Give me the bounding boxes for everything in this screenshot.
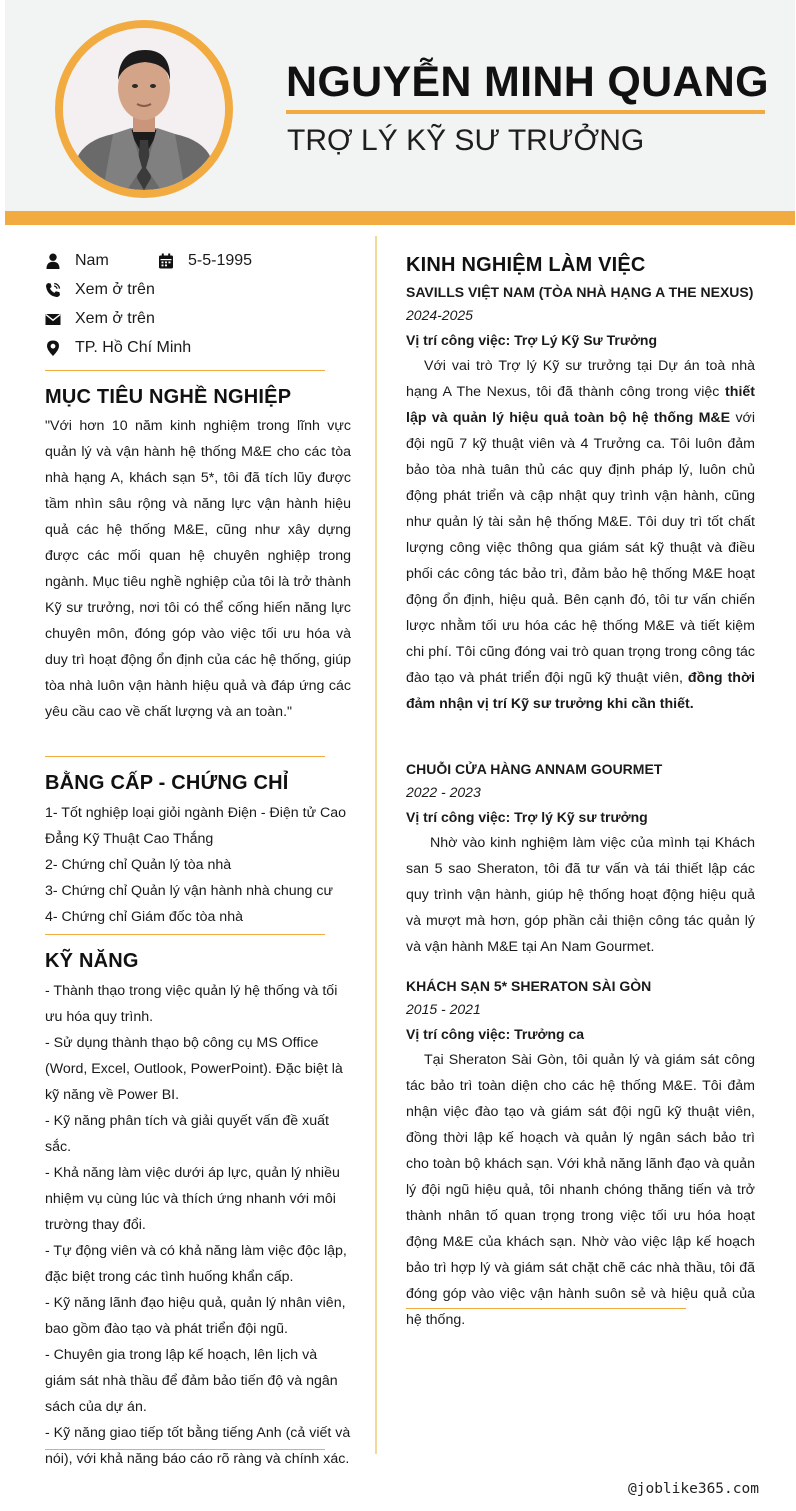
phone-text: Xem ở trên: [75, 281, 155, 298]
job-description: [406, 353, 755, 717]
job-company: KHÁCH SẠN 5* SHERATON SÀI GÒN: [406, 978, 652, 994]
candidate-role: TRỢ LÝ KỸ SƯ TRƯỞNG: [287, 124, 645, 157]
job-position: Vị trí công việc: Trưởng ca: [406, 1026, 585, 1042]
gender-text: Nam: [75, 252, 109, 269]
phone-row: [45, 281, 155, 299]
job-description: Nhờ vào kinh nghiệm làm việc của mình tại Khách san 5 sao Sheraton, tôi đã tư vấn và tái thiết lập các quy trình vận hành, giúp hệ thống hoạt động hiệu quả và mượt mà hơn, góp phần cải thiện công tác quản lý và vận hành M&E tại An Nam Gourmet.: [406, 835, 755, 955]
skills-list: [45, 978, 351, 1472]
job-company: CHUỖI CỬA HÀNG ANNAM GOURMET: [406, 761, 663, 777]
list-item: - Chuyên gia trong lập kế hoạch, lên lịch và giám sát nhà thầu để đảm bảo tiến độ và ngân sách của dự án.: [45, 1347, 338, 1415]
certificates-list: [45, 800, 351, 930]
list-item: 3- Chứng chỉ Quản lý vận hành nhà chung cư: [45, 883, 333, 899]
name-underline: [286, 110, 765, 114]
header-accent-bar: [5, 211, 795, 225]
mail-icon: [45, 311, 61, 327]
calendar-icon: [158, 253, 174, 269]
divider: [406, 1308, 686, 1309]
job-description: Tại Sheraton Sài Gòn, tôi quản lý và giám sát công tác bảo trì toàn diện cho các hệ thống M&E. Tôi đảm nhận việc đào tạo và giám sát đội ngũ kỹ thuật viên, đồng thời lập kế hoạch và quản lý ngân sách bảo trì cho toàn bộ khách sạn. Với khả năng lãnh đạo và quản lý đội ngũ hiệu quả, tôi nhanh chóng thăng tiến và trở thành nhân tố quan trọng trong việc tối ưu hóa hoạt động M&E của khách sạn. Nhờ vào việc lập kế hoạch bảo trì hợp lý và giám sát chặt chẽ các nhà thầu, tôi đã đóng góp vào việc vận hành suôn sẻ và hiệu quả của hệ thống.: [406, 1052, 755, 1328]
job-position: Vị trí công việc: Trợ lý Kỹ sư trưởng: [406, 809, 648, 825]
experience-title: KINH NGHIỆM LÀM VIỆC: [406, 254, 646, 276]
user-icon: [45, 253, 61, 269]
job-period: 2022 - 2023: [406, 784, 481, 800]
certificates-title: BẰNG CẤP - CHỨNG CHỈ: [45, 772, 289, 794]
job-description-highlight: thiết lập và quản lý hiệu quả toàn bộ hệ thống M&E: [406, 384, 755, 426]
skills-title: KỸ NĂNG: [45, 950, 139, 972]
list-item: - Thành thạo trong việc quản lý hệ thống và tối ưu hóa quy trình.: [45, 983, 338, 1025]
divider: [45, 370, 325, 371]
divider: [45, 756, 325, 757]
job-company: SAVILLS VIỆT NAM (TÒA NHÀ HẠNG A THE NEXUS): [406, 284, 754, 300]
gender-row: [45, 252, 109, 270]
list-item: - Khả năng làm việc dưới áp lực, quản lý nhiều nhiệm vụ cùng lúc và thích ứng nhanh với môi trường thay đổi.: [45, 1165, 340, 1233]
footer-watermark: @joblike365.com: [628, 1481, 759, 1497]
list-item: - Sử dụng thành thạo bộ công cụ MS Office (Word, Excel, Outlook, PowerPoint). Đặc biệt là kỹ năng về Power BI.: [45, 1035, 343, 1103]
location-pin-icon: [45, 340, 61, 356]
list-item: 2- Chứng chỉ Quản lý tòa nhà: [45, 857, 232, 873]
divider: [45, 1449, 325, 1450]
objective-title: MỤC TIÊU NGHỀ NGHIỆP: [45, 386, 292, 408]
list-item: 1- Tốt nghiệp loại giỏi ngành Điện - Điện tử Cao Đẳng Kỹ Thuật Cao Thắng: [45, 805, 347, 847]
job-description-text: Với vai trò Trợ lý Kỹ sư trưởng tại Dự án toà nhà hạng A The Nexus, tôi đã thành công trong việc: [406, 358, 755, 400]
list-item: 4- Chứng chỉ Giám đốc tòa nhà: [45, 909, 243, 925]
birthdate-row: [158, 252, 252, 270]
list-item: - Tự động viên và có khả năng làm việc độc lập, đặc biệt trong các tình huống khẩn cấp.: [45, 1243, 347, 1285]
job-period: 2024-2025: [406, 307, 473, 323]
job-description-highlight: đồng thời đảm nhận vị trí Kỹ sư trưởng khi cần thiết.: [406, 670, 755, 712]
phone-icon: [45, 282, 61, 298]
objective-text: "Với hơn 10 năm kinh nghiệm trong lĩnh vực quản lý và vận hành hệ thống M&E cho các tòa nhà hạng A, khách sạn 5*, tôi đã tích lũy được tầm nhìn sâu rộng và năng lực vận hành hiệu quả các hệ thống M&E, cũng như xây dựng được các mối quan hệ chuyên nghiệp trong ngành. Mục tiêu nghề nghiệp của tôi là trở thành Kỹ sư trưởng, nơi tôi có thể cống hiến năng lực chuyên môn, đóng góp vào việc tối ưu hóa và duy trì hoạt động ổn định của các hệ thống, giúp tòa nhà luôn vận hành hiệu quả và đáp ứng các yêu cầu cao về chất lượng và an toàn.": [45, 418, 351, 720]
job-description-text: với đội ngũ 7 kỹ thuật viên và 4 Trưởng ca. Tôi luôn đảm bảo tòa nhà tuân thủ các quy định pháp lý, luôn chủ động phát triển và cập nhật quy trình vận hành, cũng như quản lý tài sản hệ thống M&E. Tôi duy trì tốt chất lượng công việc thông qua giám sát kỹ thuật và điều phối các công tác bảo trì, đảm bảo hệ thống M&E hoạt động ổn định, hiệu quả. Bên cạnh đó, tôi tư vấn chiến lược nhằm tối ưu hóa các hệ thống M&E và tiết kiệm chi phí. Tôi cũng đóng vai trò quan trọng trong công tác đào tạo và phát triển đội ngũ kỹ thuật viên,: [406, 410, 755, 686]
job-position: Vị trí công việc: Trợ Lý Kỹ Sư Trưởng: [406, 332, 658, 348]
list-item: - Kỹ năng phân tích và giải quyết vấn đề xuất sắc.: [45, 1113, 329, 1155]
location-text: TP. Hồ Chí Minh: [75, 339, 192, 356]
column-divider: [375, 236, 377, 1454]
location-row: [45, 339, 191, 357]
list-item: - Kỹ năng giao tiếp tốt bằng tiếng Anh (cả viết và nói), với khả năng báo cáo rõ ràng và chính xác.: [45, 1425, 351, 1467]
email-row: [45, 310, 155, 328]
list-item: - Kỹ năng lãnh đạo hiệu quả, quản lý nhân viên, bao gồm đào tạo và phát triển đội ngũ.: [45, 1295, 346, 1337]
avatar: [63, 28, 225, 190]
birthdate-text: 5-5-1995: [188, 252, 253, 269]
divider: [45, 934, 325, 935]
email-text: Xem ở trên: [75, 310, 155, 327]
job-period: 2015 - 2021: [406, 1001, 481, 1017]
portrait-photo: [63, 28, 225, 190]
candidate-name: NGUYỄN MINH QUANG: [286, 58, 769, 106]
